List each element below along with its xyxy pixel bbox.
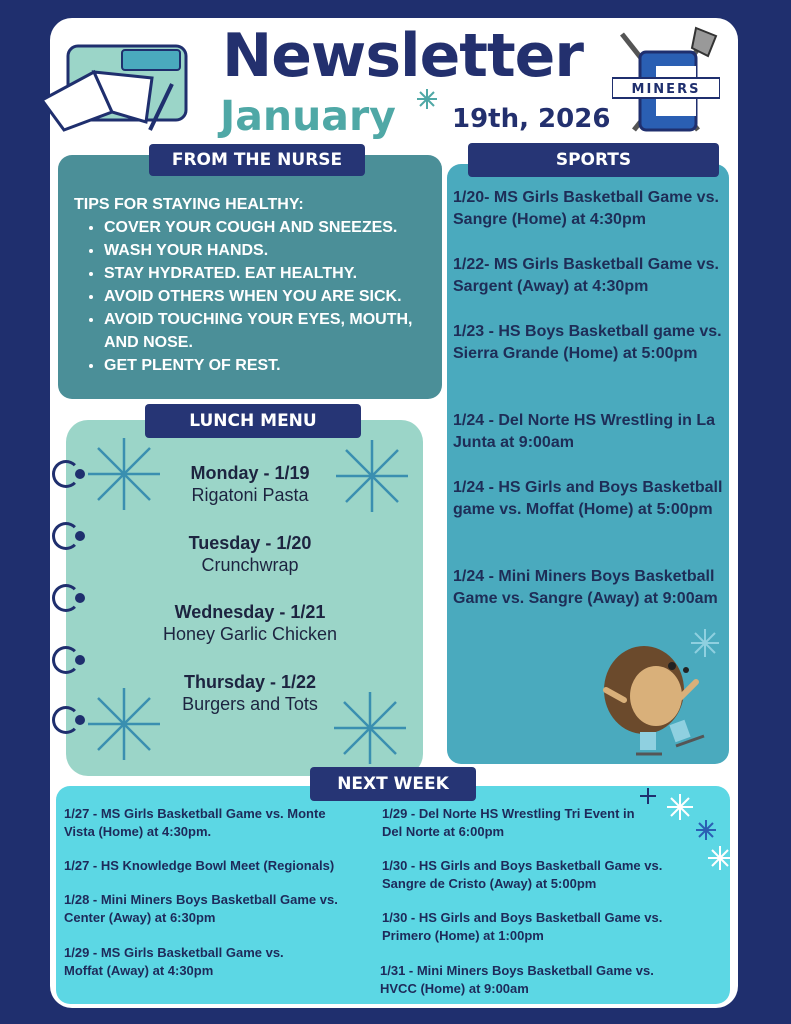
sports-event: 1/22- MS Girls Basketball Game vs. Sargent (Away) at 4:30pm [453,256,719,295]
next-week-event: 1/27 - MS Girls Basketball Game vs. Monte Vista (Home) at 4:30pm. [64,806,326,839]
nurse-intro: TIPS FOR STAYING HEALTHY: [74,196,304,213]
next-week-event: 1/31 - Mini Miners Boys Basketball Game vs. HVCC (Home) at 9:00am [380,963,654,996]
nurse-tip: • WASH YOUR HANDS. [104,239,432,262]
next-week-event: 1/29 - Del Norte HS Wrestling Tri Event in Del Norte at 6:00pm [382,806,635,839]
logo-text: MINERS [631,82,701,97]
nurse-tip: • COVER YOUR COUGH AND SNEEZES. [104,216,432,239]
lunch-day: Tuesday - 1/20 Crunchwrap [188,533,312,575]
lunch-label: LUNCH MENU [145,404,361,438]
nurse-tip: • AVOID OTHERS WHEN YOU ARE SICK. [104,285,432,308]
binder-ring [52,584,80,612]
sports-label: SPORTS [468,143,719,177]
next-week-event: 1/27 - HS Knowledge Bowl Meet (Regionals) [64,858,335,873]
newsletter-date: 19th, 2026 [452,104,611,134]
binder-ring [52,706,80,734]
next-week-label: NEXT WEEK [310,767,476,801]
next-week-event: 1/28 - Mini Miners Boys Basketball Game vs. Center (Away) at 6:30pm [64,892,338,925]
nurse-tip: • AVOID TOUCHING YOUR EYES, MOUTH, AND NOSE. [104,308,432,354]
lunch-day: Monday - 1/19 Rigatoni Pasta [190,463,310,505]
binder-ring [52,522,80,550]
binder-ring [52,460,80,488]
newsletter-title: Newsletter [222,21,583,91]
next-week-event: 1/29 - MS Girls Basketball Game vs. Moffat (Away) at 4:30pm [64,945,284,978]
sports-event: 1/24 - HS Girls and Boys Basketball game vs. Moffat (Home) at 5:00pm [453,479,723,518]
binder-ring [52,646,80,674]
nurse-tip: • GET PLENTY OF REST. [104,354,432,377]
next-week-event: 1/30 - HS Girls and Boys Basketball Game vs. Sangre de Cristo (Away) at 5:00pm [382,858,663,891]
next-week-event: 1/30 - HS Girls and Boys Basketball Game vs. Primero (Home) at 1:00pm [382,910,663,943]
nurse-tip: • STAY HYDRATED. EAT HEALTHY. [104,262,432,285]
lunch-day: Thursday - 1/22 Burgers and Tots [182,672,318,714]
nurse-section [58,155,442,399]
snowflake-icon [416,88,438,110]
book-icon [34,38,194,138]
sports-event: 1/20- MS Girls Basketball Game vs. Sangre (Home) at 4:30pm [453,189,719,228]
newsletter-month: January [220,92,396,140]
sports-event: 1/24 - Del Norte HS Wrestling in La Junta at 9:00am [453,412,715,451]
miners-logo [612,26,720,136]
sports-event: 1/24 - Mini Miners Boys Basketball Game vs. Sangre (Away) at 9:00am [453,568,718,607]
lunch-day: Wednesday - 1/21 Honey Garlic Chicken [162,602,338,644]
sports-event: 1/23 - HS Boys Basketball game vs. Sierra Grande (Home) at 5:00pm [453,323,722,362]
nurse-label: FROM THE NURSE [149,144,365,176]
snowflake-icon [690,628,720,658]
